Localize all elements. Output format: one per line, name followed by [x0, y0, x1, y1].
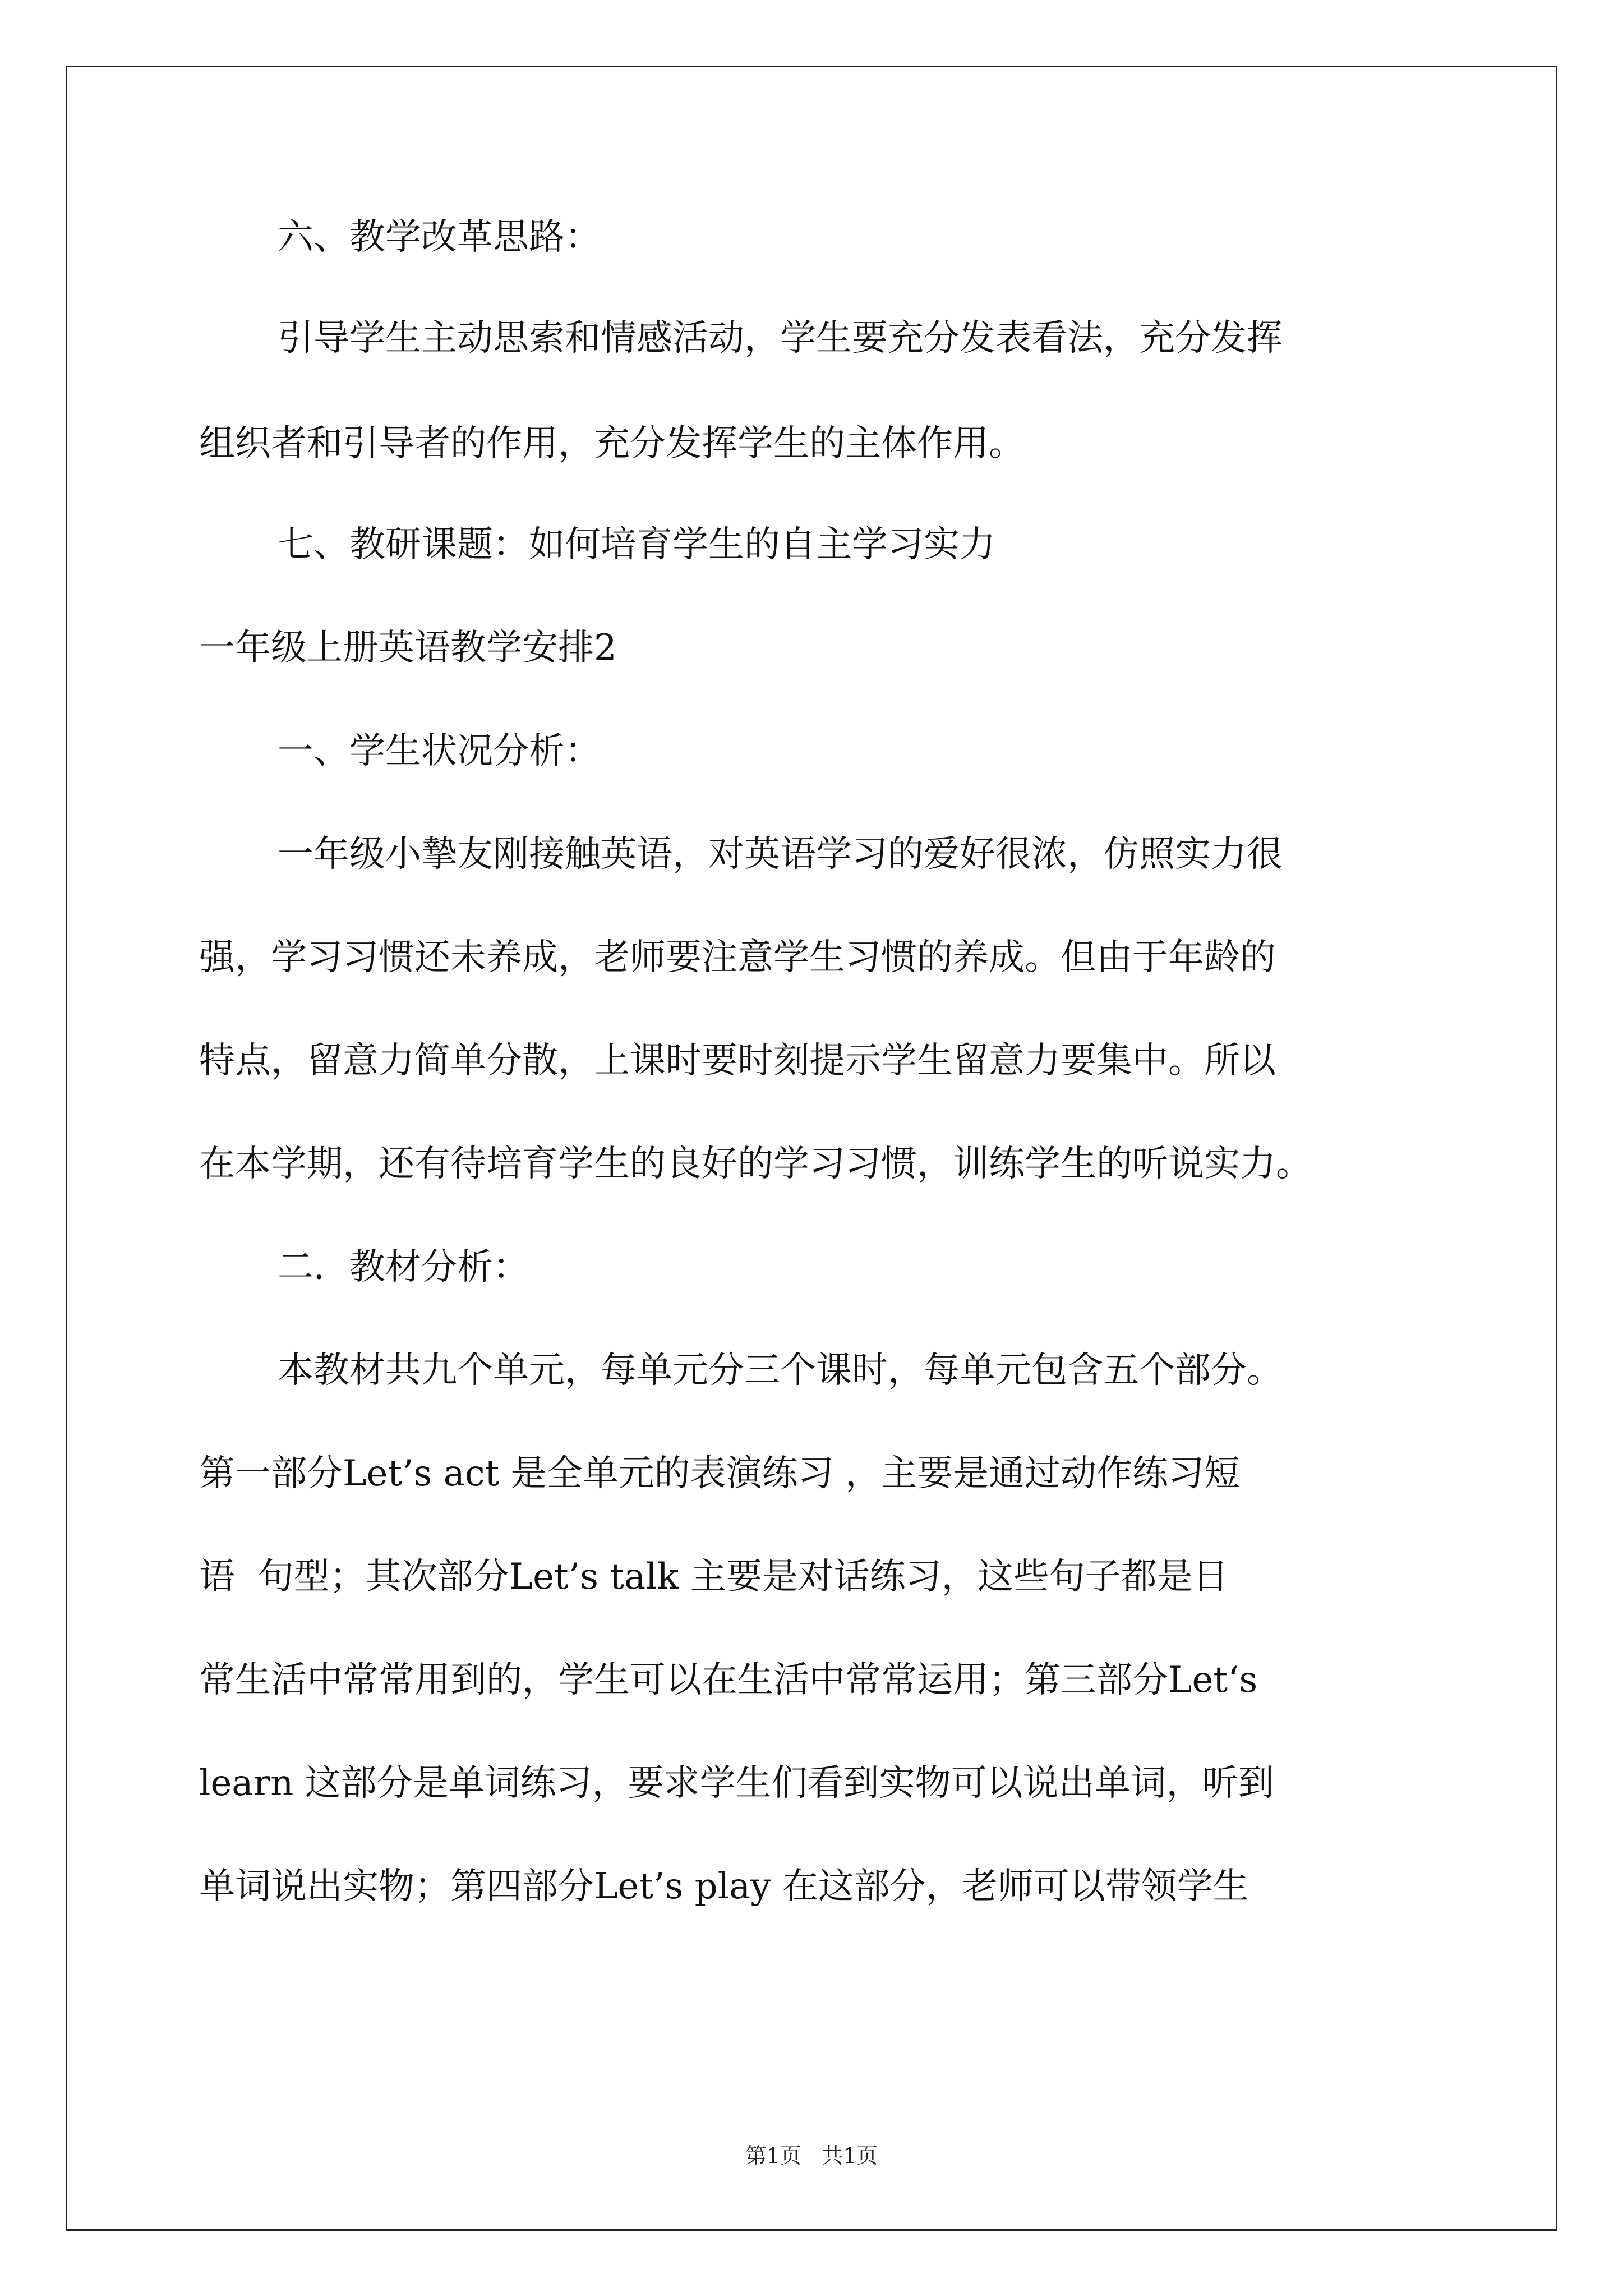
paragraph-line: 第一部分Let’s act 是全单元的表演练习 ，主要是通过动作练习短 [199, 1453, 1241, 1494]
paragraph-line: 单词说出实物；第四部分Let’s play 在这部分，老师可以带领学生 [199, 1866, 1249, 1907]
heading-textbook-analysis: 二．教材分析： [278, 1246, 529, 1288]
heading-research-topic: 七、教研课题：如何培育学生的自主学习实力 [278, 524, 995, 565]
paragraph-line: 特点，留意力简单分散，上课时要时刻提示学生留意力要集中。所以 [199, 1040, 1276, 1082]
paragraph-line: learn 这部分是单词练习，要求学生们看到实物可以说出单词，听到 [199, 1763, 1274, 1804]
page-number-footer: 第1页 共1页 [745, 2143, 878, 2168]
paragraph-line: 组织者和引导者的作用，充分发挥学生的主体作用。 [199, 423, 1025, 464]
paragraph-line: 一年级小摯友刚接触英语，对英语学习的爱好很浓，仿照实力很 [278, 834, 1283, 875]
paragraph-line: 常生活中常常用到的，学生可以在生活中常常运用；第三部分Let‘s [199, 1659, 1258, 1701]
section-title: 一年级上册英语教学安排2 [199, 627, 617, 669]
paragraph-line: 强，学习习惯还未养成，老师要注意学生习惯的养成。但由于年龄的 [199, 937, 1276, 978]
paragraph-line: 引导学生主动思索和情感活动，学生要充分发表看法，充分发挥 [278, 318, 1283, 359]
paragraph-line: 语 句型；其次部分Let’s talk 主要是对话练习，这些句子都是日 [199, 1556, 1229, 1598]
paragraph-line: 本教材共九个单元，每单元分三个课时，每单元包含五个部分。 [278, 1350, 1283, 1391]
paragraph-line: 在本学期，还有待培育学生的良好的学习习惯，训练学生的听说实力。 [199, 1143, 1312, 1185]
heading-reform: 六、教学改革思路： [278, 217, 601, 258]
heading-student-analysis: 一、学生状况分析： [278, 730, 601, 772]
